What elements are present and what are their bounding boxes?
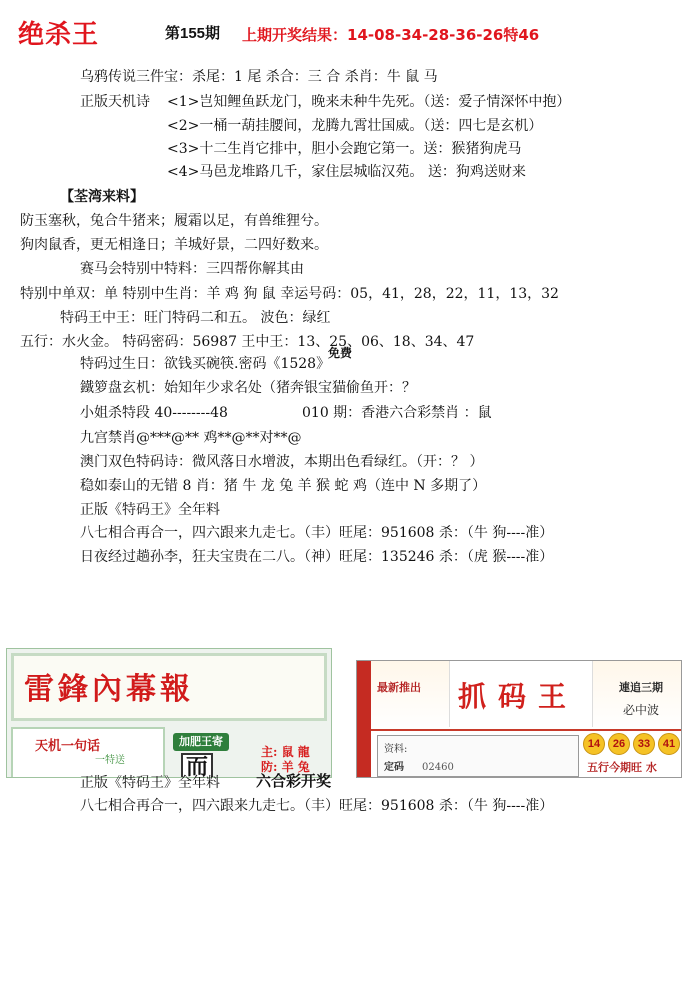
verse-line-2: 狗肉鼠香，更无相逢日；羊城好景，二四好数来。: [20, 237, 328, 253]
grab-title-box: [449, 661, 593, 727]
macau-color-line: 澳门双色特码诗：微风落日水增波，本期出色看绿红。（开：？ ）: [80, 454, 484, 470]
number-balls: [583, 733, 680, 755]
poem-line-3: <3>十二生肖它排中，胆小会跑它第一。送：猴猪狗虎马: [167, 141, 522, 157]
special-single-line: 特别中单双：单 特别中生肖：羊 鸡 狗 鼠 幸运号码：05，41，28，22，11，13，32: [20, 286, 559, 302]
ball: 14: [583, 733, 605, 755]
free-tag: 免费: [328, 346, 353, 360]
annual-title-repeat: 正版《特码王》全年料: [80, 775, 220, 791]
five-elements-label: 五行今期旺 水: [587, 761, 657, 774]
site-logo: 绝杀王: [18, 20, 100, 50]
overlap-caption: 六合彩开奖: [256, 772, 332, 790]
annual-title: 正版《特码王》全年料: [80, 502, 220, 518]
new-label: 最新推出: [377, 681, 421, 694]
special-king-line: 特码王中王：旺门特码二和五。 波色：绿红: [60, 310, 331, 326]
verse-line-1: 防玉塞秋，兔合牛猪来；履霜以足，有兽维狸兮。: [20, 213, 328, 229]
grab-title: 抓码王: [458, 680, 579, 713]
birthday-line: 特码过生日：欲钱买碗筷.密码《1528》: [80, 356, 331, 372]
annual-line-2: 日夜经过趟孙李，狂夫宝贵在二八。（神）旺尾：135246 杀：（虎 猴----准）: [80, 549, 554, 565]
ball: 41: [658, 733, 680, 755]
chain-line: 鐵箩盘玄机：始知年少求名处（猪奔银宝猫偷鱼开：？: [80, 380, 416, 396]
annual-line-1: 八七相合再合一，四六跟来九走七。（丰）旺尾：951608 杀：（牛 狗----准）: [80, 525, 554, 541]
banner-pill: 加肥王寄: [173, 733, 229, 751]
streak-label: 連追三期: [619, 681, 663, 694]
info-line-2: 定码 02460: [384, 762, 454, 773]
one-sentence-small: 一特送: [95, 755, 125, 766]
leifeng-banner: [6, 648, 332, 778]
nine-palace-line: 九宫禁肖@***@** 鸡**@**对**@: [80, 430, 302, 446]
info-line-1: 资料:: [384, 744, 408, 755]
taiwan-header: 【荃湾来料】: [60, 189, 144, 205]
info-box: [377, 735, 579, 777]
poem-line-4: <4>马邑龙堆路几千，家住层城临汉苑。 送：狗鸡送财来: [167, 164, 526, 180]
last-draw-result: 上期开奖结果：14-08-34-28-36-26特46: [242, 26, 540, 44]
poem-line-1: <1>岂知鲤鱼跃龙门，晚来未种牛先死。（送：爱子情深怀中抱）: [167, 94, 571, 110]
ball: 33: [633, 733, 655, 755]
must-win-label: 必中波: [623, 703, 660, 717]
banner-red-edge: [357, 661, 371, 777]
banner-big-char: 而: [181, 753, 213, 778]
annual-line-1-repeat: 八七相合再合一，四六跟来九走七。（丰）旺尾：951608 杀：（牛 狗----准）: [80, 798, 554, 814]
poem-label: 正版天机诗: [80, 94, 150, 110]
five-elements-line: 五行：水火金。 特码密码：56987 王中王：13、25、06、18、34、47: [20, 334, 475, 350]
mount-tai-line: 稳如泰山的无错 8 肖：猪 牛 龙 兔 羊 猴 蛇 鸡（连中 N 多期了）: [80, 478, 487, 494]
three-treasures-line: 乌鸦传说三件宝：杀尾：1 尾 杀合：三 合 杀肖：牛 鼠 马: [80, 69, 438, 85]
zodiac-guard: 防: 羊 兔: [261, 760, 310, 774]
banner-title: 雷鋒內幕報: [24, 672, 194, 707]
horse-race-line: 赛马会特别中特料：三四帮你解其由: [80, 261, 304, 277]
one-sentence-label: 天机一句话: [35, 739, 101, 754]
ball: 26: [608, 733, 630, 755]
miss-kill-line: 小姐杀特段 40--------48: [80, 405, 228, 421]
issue-number: 第155期: [165, 25, 221, 42]
one-sentence-box: [11, 727, 165, 778]
banner-frame: [11, 653, 327, 721]
info-number: 02460: [422, 762, 454, 773]
zodiac-main: 主: 鼠 龍: [261, 745, 310, 759]
hk-forbidden-line: 010 期：香港六合彩禁肖 ：鼠: [302, 405, 492, 421]
poem-line-2: <2>一桶一葫挂腰间，龙腾九霄壮国威。（送：四七是玄机）: [167, 118, 543, 134]
grab-code-banner: [356, 660, 682, 778]
